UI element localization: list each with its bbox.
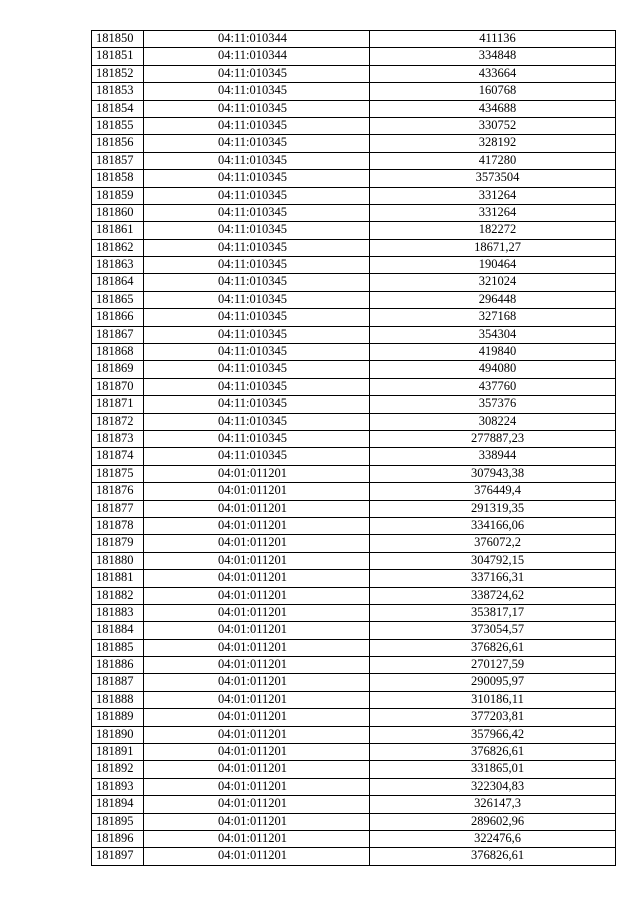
code-cell: 04:01:011201 [144, 517, 370, 534]
table-row [92, 570, 616, 587]
table-row [92, 744, 616, 761]
row-id-cell: 181893 [92, 778, 144, 795]
value-cell: 338724,62 [370, 587, 616, 604]
code-cell: 04:11:010345 [144, 152, 370, 169]
row-id-cell: 181863 [92, 257, 144, 274]
row-id-cell: 181862 [92, 239, 144, 256]
code-cell: 04:01:011201 [144, 587, 370, 604]
table-row [92, 848, 616, 865]
row-id-cell: 181883 [92, 604, 144, 621]
code-cell: 04:01:011201 [144, 483, 370, 500]
code-cell: 04:01:011201 [144, 744, 370, 761]
table-row [92, 796, 616, 813]
value-cell: 307943,38 [370, 465, 616, 482]
code-cell: 04:11:010345 [144, 257, 370, 274]
row-id-cell: 181877 [92, 500, 144, 517]
value-cell: 434688 [370, 100, 616, 117]
row-id-cell: 181867 [92, 326, 144, 343]
table-row [92, 691, 616, 708]
row-id-cell: 181868 [92, 344, 144, 361]
row-id-cell: 181857 [92, 152, 144, 169]
code-cell: 04:11:010345 [144, 65, 370, 82]
code-cell: 04:11:010344 [144, 48, 370, 65]
row-id-cell: 181880 [92, 552, 144, 569]
table-row [92, 500, 616, 517]
value-cell: 291319,35 [370, 500, 616, 517]
row-id-cell: 181871 [92, 396, 144, 413]
code-cell: 04:01:011201 [144, 709, 370, 726]
code-cell: 04:01:011201 [144, 465, 370, 482]
code-cell: 04:11:010345 [144, 204, 370, 221]
value-cell: 289602,96 [370, 813, 616, 830]
data-table [91, 30, 616, 866]
row-id-cell: 181886 [92, 657, 144, 674]
value-cell: 328192 [370, 135, 616, 152]
table-row [92, 152, 616, 169]
value-cell: 326147,3 [370, 796, 616, 813]
table-row [92, 378, 616, 395]
code-cell: 04:01:011201 [144, 796, 370, 813]
table-row [92, 430, 616, 447]
row-id-cell: 181854 [92, 100, 144, 117]
code-cell: 04:11:010345 [144, 222, 370, 239]
code-cell: 04:11:010345 [144, 396, 370, 413]
value-cell: 160768 [370, 83, 616, 100]
code-cell: 04:11:010345 [144, 117, 370, 134]
table-row [92, 65, 616, 82]
code-cell: 04:01:011201 [144, 778, 370, 795]
table-row [92, 813, 616, 830]
table-row [92, 309, 616, 326]
code-cell: 04:01:011201 [144, 500, 370, 517]
code-cell: 04:01:011201 [144, 691, 370, 708]
row-id-cell: 181887 [92, 674, 144, 691]
table-row [92, 552, 616, 569]
code-cell: 04:01:011201 [144, 604, 370, 621]
table-row [92, 361, 616, 378]
table-row [92, 396, 616, 413]
code-cell: 04:11:010345 [144, 413, 370, 430]
table-row [92, 709, 616, 726]
code-cell: 04:11:010345 [144, 100, 370, 117]
row-id-cell: 181866 [92, 309, 144, 326]
table-row [92, 535, 616, 552]
table-row [92, 761, 616, 778]
code-cell: 04:11:010344 [144, 31, 370, 48]
code-cell: 04:11:010345 [144, 344, 370, 361]
value-cell: 182272 [370, 222, 616, 239]
value-cell: 376826,61 [370, 744, 616, 761]
code-cell: 04:11:010345 [144, 83, 370, 100]
code-cell: 04:11:010345 [144, 378, 370, 395]
value-cell: 357966,42 [370, 726, 616, 743]
value-cell: 437760 [370, 378, 616, 395]
table-row [92, 48, 616, 65]
table-row [92, 239, 616, 256]
table-row [92, 222, 616, 239]
value-cell: 330752 [370, 117, 616, 134]
value-cell: 376826,61 [370, 848, 616, 865]
value-cell: 377203,81 [370, 709, 616, 726]
value-cell: 338944 [370, 448, 616, 465]
row-id-cell: 181851 [92, 48, 144, 65]
row-id-cell: 181896 [92, 830, 144, 847]
row-id-cell: 181869 [92, 361, 144, 378]
code-cell: 04:01:011201 [144, 813, 370, 830]
row-id-cell: 181882 [92, 587, 144, 604]
value-cell: 327168 [370, 309, 616, 326]
code-cell: 04:11:010345 [144, 448, 370, 465]
row-id-cell: 181852 [92, 65, 144, 82]
table-row [92, 604, 616, 621]
table-row [92, 778, 616, 795]
table-row [92, 31, 616, 48]
row-id-cell: 181872 [92, 413, 144, 430]
table-row [92, 100, 616, 117]
table-row [92, 639, 616, 656]
code-cell: 04:01:011201 [144, 657, 370, 674]
value-cell: 277887,23 [370, 430, 616, 447]
row-id-cell: 181878 [92, 517, 144, 534]
row-id-cell: 181888 [92, 691, 144, 708]
value-cell: 331264 [370, 187, 616, 204]
value-cell: 304792,15 [370, 552, 616, 569]
code-cell: 04:11:010345 [144, 187, 370, 204]
table-row [92, 622, 616, 639]
value-cell: 331264 [370, 204, 616, 221]
value-cell: 290095,97 [370, 674, 616, 691]
code-cell: 04:01:011201 [144, 830, 370, 847]
code-cell: 04:01:011201 [144, 726, 370, 743]
row-id-cell: 181879 [92, 535, 144, 552]
code-cell: 04:11:010345 [144, 361, 370, 378]
code-cell: 04:01:011201 [144, 535, 370, 552]
table-row [92, 187, 616, 204]
code-cell: 04:11:010345 [144, 309, 370, 326]
table-row [92, 83, 616, 100]
row-id-cell: 181865 [92, 291, 144, 308]
code-cell: 04:11:010345 [144, 430, 370, 447]
value-cell: 190464 [370, 257, 616, 274]
table-row [92, 674, 616, 691]
value-cell: 334166,06 [370, 517, 616, 534]
table-row [92, 517, 616, 534]
table-row [92, 257, 616, 274]
table-row [92, 726, 616, 743]
value-cell: 376449,4 [370, 483, 616, 500]
code-cell: 04:11:010345 [144, 239, 370, 256]
table-row [92, 204, 616, 221]
table-row [92, 448, 616, 465]
value-cell: 419840 [370, 344, 616, 361]
row-id-cell: 181894 [92, 796, 144, 813]
row-id-cell: 181850 [92, 31, 144, 48]
value-cell: 296448 [370, 291, 616, 308]
value-cell: 411136 [370, 31, 616, 48]
table-body [92, 31, 616, 866]
table-row [92, 326, 616, 343]
row-id-cell: 181853 [92, 83, 144, 100]
value-cell: 331865,01 [370, 761, 616, 778]
table-row [92, 135, 616, 152]
row-id-cell: 181855 [92, 117, 144, 134]
table-row [92, 291, 616, 308]
value-cell: 334848 [370, 48, 616, 65]
code-cell: 04:01:011201 [144, 639, 370, 656]
table-row [92, 413, 616, 430]
code-cell: 04:01:011201 [144, 848, 370, 865]
value-cell: 310186,11 [370, 691, 616, 708]
code-cell: 04:11:010345 [144, 170, 370, 187]
row-id-cell: 181861 [92, 222, 144, 239]
code-cell: 04:11:010345 [144, 326, 370, 343]
table-row [92, 483, 616, 500]
row-id-cell: 181874 [92, 448, 144, 465]
table-row [92, 587, 616, 604]
value-cell: 376072,2 [370, 535, 616, 552]
row-id-cell: 181895 [92, 813, 144, 830]
value-cell: 321024 [370, 274, 616, 291]
value-cell: 322476,6 [370, 830, 616, 847]
table-row [92, 344, 616, 361]
row-id-cell: 181860 [92, 204, 144, 221]
table-row [92, 657, 616, 674]
row-id-cell: 181890 [92, 726, 144, 743]
row-id-cell: 181885 [92, 639, 144, 656]
code-cell: 04:01:011201 [144, 552, 370, 569]
row-id-cell: 181859 [92, 187, 144, 204]
value-cell: 376826,61 [370, 639, 616, 656]
row-id-cell: 181858 [92, 170, 144, 187]
row-id-cell: 181856 [92, 135, 144, 152]
value-cell: 18671,27 [370, 239, 616, 256]
value-cell: 433664 [370, 65, 616, 82]
row-id-cell: 181870 [92, 378, 144, 395]
row-id-cell: 181897 [92, 848, 144, 865]
value-cell: 357376 [370, 396, 616, 413]
table-row [92, 274, 616, 291]
row-id-cell: 181884 [92, 622, 144, 639]
row-id-cell: 181873 [92, 430, 144, 447]
code-cell: 04:11:010345 [144, 291, 370, 308]
value-cell: 3573504 [370, 170, 616, 187]
code-cell: 04:11:010345 [144, 135, 370, 152]
code-cell: 04:11:010345 [144, 274, 370, 291]
value-cell: 417280 [370, 152, 616, 169]
value-cell: 494080 [370, 361, 616, 378]
code-cell: 04:01:011201 [144, 622, 370, 639]
code-cell: 04:01:011201 [144, 674, 370, 691]
value-cell: 354304 [370, 326, 616, 343]
row-id-cell: 181892 [92, 761, 144, 778]
row-id-cell: 181876 [92, 483, 144, 500]
value-cell: 308224 [370, 413, 616, 430]
value-cell: 353817,17 [370, 604, 616, 621]
row-id-cell: 181889 [92, 709, 144, 726]
table-row [92, 465, 616, 482]
code-cell: 04:01:011201 [144, 761, 370, 778]
table-row [92, 170, 616, 187]
value-cell: 337166,31 [370, 570, 616, 587]
table-row [92, 117, 616, 134]
value-cell: 322304,83 [370, 778, 616, 795]
value-cell: 373054,57 [370, 622, 616, 639]
code-cell: 04:01:011201 [144, 570, 370, 587]
table-row [92, 830, 616, 847]
value-cell: 270127,59 [370, 657, 616, 674]
row-id-cell: 181881 [92, 570, 144, 587]
row-id-cell: 181875 [92, 465, 144, 482]
row-id-cell: 181891 [92, 744, 144, 761]
row-id-cell: 181864 [92, 274, 144, 291]
